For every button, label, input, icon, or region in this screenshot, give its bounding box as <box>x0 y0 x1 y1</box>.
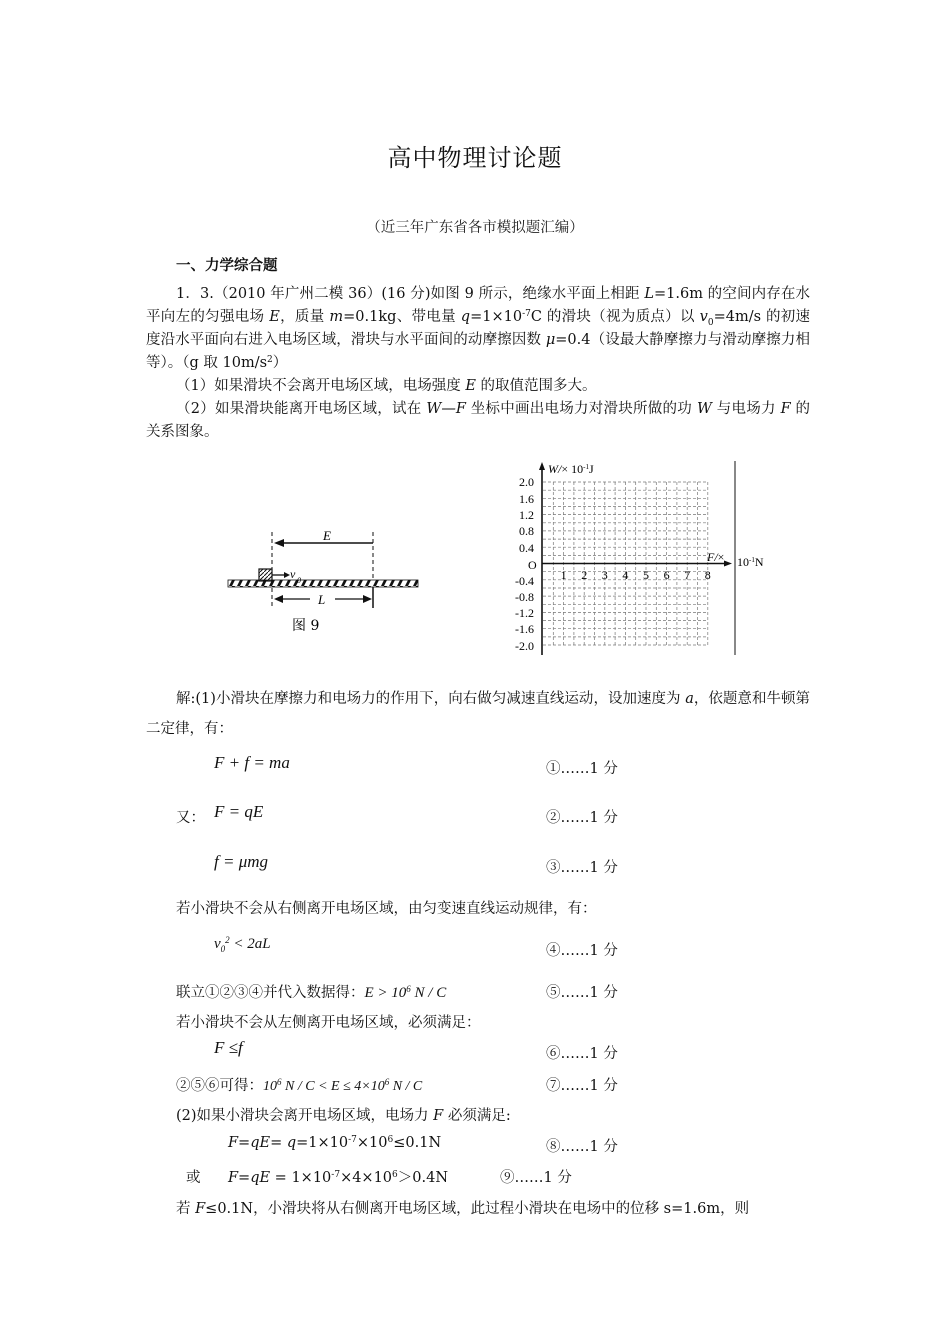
x-axis-label: F/× <box>707 550 725 564</box>
svg-text:-0.4: -0.4 <box>515 574 534 588</box>
origin-label: O <box>528 558 537 572</box>
equation-1: F + f = ma <box>214 753 290 772</box>
score-3: ③……1 分 <box>546 860 618 876</box>
score-9: ⑨……1 分 <box>500 1170 572 1186</box>
equation-4: $v_0^2 < 2aL$ <box>214 935 271 954</box>
equation-9: $F=qE = 1\times 10^{-7}\times 4\times 10^6>0.4N$ <box>228 1170 449 1186</box>
equation-5-line: 联立①②③④并代入数据得：$E > 10^6$ N / C <box>176 984 447 1001</box>
label-E: E <box>323 528 331 543</box>
equation-8: $F=qE= q=1\times 10^{-7}\times 10^6\le 0.1N$ <box>228 1135 442 1151</box>
page-subtitle: （近三年广东省各市模拟题汇编） <box>366 220 584 236</box>
final-line: 若 F≤0.1N，小滑块将从右侧离开电场区域，此过程小滑块在电场中的位移 s=1.6m，则 <box>176 1201 750 1217</box>
y-axis-label: $W/\times 10^{-1}J$ <box>548 462 594 476</box>
svg-text:3: 3 <box>601 568 608 582</box>
svg-text:-1.6: -1.6 <box>515 622 534 636</box>
svg-text:2.0: 2.0 <box>519 475 534 489</box>
svg-text:0.8: 0.8 <box>519 524 534 538</box>
question-1: （1）如果滑块不会离开电场区域，电场强度 E 的取值范围多大。 <box>176 378 597 394</box>
svg-text:10-1N: $10^{-1}N$ <box>737 555 764 569</box>
svg-text:5: 5 <box>643 568 649 582</box>
problem-statement: 1．3.（2010 年广州二模 36）(16 分)如图 9 所示，绝缘水平面上相距 L=1.6m 的空间内存在水平向左的匀强电场 E，质量 m=0.1kg、带电量 $q=1\times 10^{-7}C$ 的滑块（视为质点）以 $v_0=4m/s$ 的初速度沿水平面向右进入电场区域，滑块与水平面间的动摩擦因数 μ=0.4（设最大静摩擦力与滑动摩擦力相等）。（g 取 $10m/s^2$） （1）如果滑块不会离开电场区域，电场强度 E 的取值范围多大。 （2）如果滑块能离开电场区域，试在 W—F 坐标中画出电场力对滑块所做的功 W 与电场力 F 的关系图象。 <box>146 283 810 444</box>
svg-text:0.4: 0.4 <box>519 541 534 555</box>
score-6: ⑥……1 分 <box>546 1046 618 1062</box>
svg-text:-2.0: -2.0 <box>515 639 534 653</box>
svg-text:8: 8 <box>704 568 711 582</box>
label-L: L <box>318 592 326 607</box>
score-5: ⑤……1 分 <box>546 985 618 1001</box>
svg-text:-0.8: -0.8 <box>515 590 534 604</box>
svg-text:4: 4 <box>622 568 629 582</box>
ground-surface <box>228 580 418 587</box>
equation-7-line: ②⑤⑥可得：$10^6$ $N / C < E \le 4\times 10^6$ N / C <box>176 1077 423 1094</box>
section-heading: 一、力学综合题 <box>176 258 278 274</box>
svg-text:7: 7 <box>684 568 691 582</box>
equation-3: f = μmg <box>214 852 269 871</box>
score-7: ⑦……1 分 <box>546 1078 618 1094</box>
score-8: ⑧……1 分 <box>546 1139 618 1155</box>
solution-intro: 解:(1)小滑块在摩擦力和电场力的作用下，向右做匀减速直线运动，设加速度为 a，依题意和牛顿第二定律，有： <box>146 691 811 737</box>
page-title: 高中物理讨论题 <box>387 144 563 172</box>
svg-text:v: v <box>290 567 296 581</box>
svg-text:6: 6 <box>663 568 670 582</box>
svg-text:0: 0 <box>297 576 301 585</box>
svg-text:1.6: 1.6 <box>519 492 534 506</box>
score-4: ④……1 分 <box>546 943 618 959</box>
svg-text:1.2: 1.2 <box>519 508 534 522</box>
equation-2: F = qE <box>214 802 264 821</box>
w-f-chart <box>500 455 780 660</box>
figure-caption: 图 9 <box>292 618 320 634</box>
equation-6: F ≤f <box>214 1038 243 1057</box>
question-2: （2）如果滑块能离开电场区域，试在 W—F 坐标中画出电场力对滑块所做的功 W 与电场力 F 的关系图象。 <box>146 401 811 440</box>
score-2: ②……1 分 <box>546 810 618 826</box>
figure-9-diagram <box>220 520 430 650</box>
svg-text:2: 2 <box>581 568 588 582</box>
part2-text: (2)如果小滑块会离开电场区域，电场力 F 必须满足: <box>176 1108 511 1124</box>
score-1: ①……1 分 <box>546 761 618 777</box>
svg-text:1: 1 <box>560 568 567 582</box>
slider-block <box>259 569 272 581</box>
svg-text:-1.2: -1.2 <box>515 606 534 620</box>
